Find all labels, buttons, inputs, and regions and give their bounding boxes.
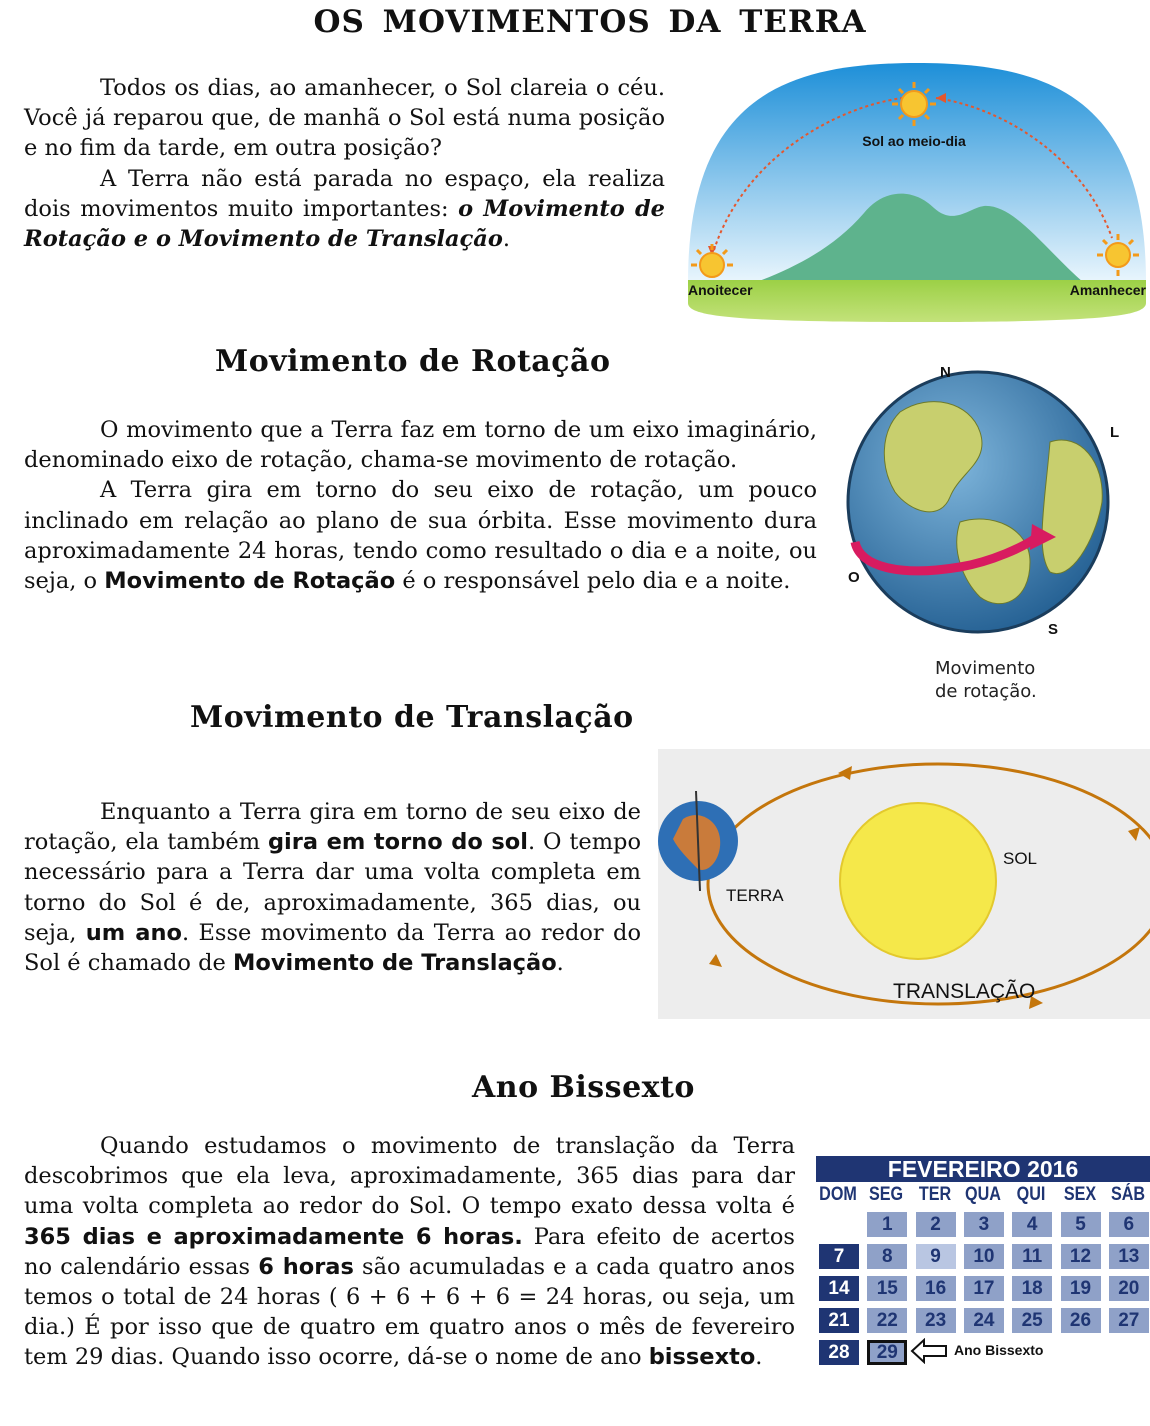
calendar-day: 1 — [867, 1212, 907, 1237]
calendar-day: 11 — [1012, 1244, 1052, 1269]
weekday-label: TER — [918, 1184, 951, 1205]
leap-text — [24, 1131, 795, 1373]
calendar-day: 8 — [867, 1244, 907, 1269]
dawn-label: Amanhecer — [1069, 282, 1146, 298]
sun — [840, 803, 996, 959]
calendar-day: 18 — [1012, 1276, 1052, 1301]
calendar-day: 13 — [1109, 1244, 1149, 1269]
weekday-label: DOM — [819, 1184, 857, 1205]
translation-paragraph: Enquanto a Terra gira em torno de seu eixo de rotação, ela também gira em torno do sol. O tempo necessário para a Terra dar uma volta completa em torno do Sol é de, aproximadamente, 365 dias, ou seja, um ano. Esse movimento da Terra ao redor do Sol é chamado de Movimento de Translação. — [24, 799, 641, 977]
calendar-day: 5 — [1061, 1212, 1101, 1237]
translation-text — [24, 797, 641, 978]
leap-heading: Ano Bissexto — [472, 1070, 695, 1105]
calendar-day: 10 — [964, 1244, 1004, 1269]
sun-path-figure — [684, 58, 1150, 324]
calendar-day: 21 — [819, 1308, 859, 1333]
calendar-day: 23 — [916, 1308, 956, 1333]
calendar-day: 29 — [867, 1340, 907, 1365]
intro-text — [24, 73, 665, 254]
calendar-day: 2 — [916, 1212, 956, 1237]
weekday-label: QUI — [1016, 1184, 1046, 1205]
calendar-day: 7 — [819, 1244, 859, 1269]
calendar-day: 6 — [1109, 1212, 1149, 1237]
south-label: S — [1048, 621, 1059, 638]
west-label: O — [848, 569, 860, 586]
weekday-label: QUA — [964, 1184, 1001, 1205]
leap-note: Ano Bissexto — [954, 1342, 1044, 1358]
calendar-day: 14 — [819, 1276, 859, 1301]
calendar-day: 9 — [916, 1244, 956, 1269]
calendar-day: 17 — [964, 1276, 1004, 1301]
earth-label: TERRA — [726, 886, 784, 905]
noon-label: Sol ao meio-dia — [862, 133, 966, 149]
weekday-label: SÁB — [1110, 1184, 1145, 1205]
calendar-day: 20 — [1109, 1276, 1149, 1301]
calendar-day: 12 — [1061, 1244, 1101, 1269]
rotation-text — [24, 415, 817, 596]
rotation-caption-2: de rotação. — [935, 681, 1037, 702]
rotation-heading: Movimento de Rotação — [215, 344, 611, 379]
calendar-day: 28 — [819, 1340, 859, 1365]
weekday-label: SEX — [1063, 1184, 1096, 1205]
calendar — [816, 1156, 1150, 1366]
calendar-day: 26 — [1061, 1308, 1101, 1333]
intro-paragraph-2: A Terra não está parada no espaço, ela realiza dois movimentos muito importantes: o Movimento de Rotação e o Movimento de Translação. — [24, 165, 665, 253]
intro-paragraph-1: Todos os dias, ao amanhecer, o Sol clareia o céu. Você já reparou que, de manhã o Sol está numa posição e no fim da tarde, em outra posição? — [24, 75, 665, 162]
translation-heading: Movimento de Translação — [190, 700, 634, 735]
page-title: OS MOVIMENTOS DA TERRA — [313, 4, 867, 40]
calendar-day: 25 — [1012, 1308, 1052, 1333]
calendar-day: 15 — [867, 1276, 907, 1301]
calendar-day: 16 — [916, 1276, 956, 1301]
east-label: L — [1110, 424, 1120, 441]
calendar-day: 22 — [867, 1308, 907, 1333]
calendar-day: 27 — [1109, 1308, 1149, 1333]
calendar-weekdays — [816, 1184, 1150, 1208]
rotation-caption-1: Movimento — [935, 658, 1036, 679]
rotation-paragraph-2: A Terra gira em torno do seu eixo de rotação, um pouco inclinado em relação ao plano de sua órbita. Esse movimento dura aproximadamente 24 horas, tendo como resultado o dia e a noite, ou seja, o Movimento de Rotação é o responsável pelo dia e a noite. — [24, 477, 817, 595]
calendar-day: 4 — [1012, 1212, 1052, 1237]
dusk-label: Anoitecer — [688, 282, 753, 298]
translation-label: TRANSLAÇÃO — [893, 980, 1036, 1003]
sun-label: SOL — [1003, 849, 1038, 868]
rotation-figure — [840, 352, 1140, 707]
weekday-label: SEG — [869, 1184, 904, 1205]
rotation-paragraph-1: O movimento que a Terra faz em torno de um eixo imaginário, denominado eixo de rotação, chama-se movimento de rotação. — [24, 417, 817, 474]
calendar-day: 24 — [964, 1308, 1004, 1333]
calendar-month: FEVEREIRO 2016 — [816, 1156, 1150, 1182]
calendar-day: 19 — [1061, 1276, 1101, 1301]
leap-paragraph: Quando estudamos o movimento de translação da Terra descobrimos que ela leva, aproximadamente, 365 dias para dar uma volta completa ao redor do Sol. O tempo exato dessa volta é 365 dias e aproximadamente 6 horas. Para efeito de acertos no calendário essas 6 horas são acumuladas e a cada quatro anos temos o total de 24 horas ( 6 + 6 + 6 + 6 = 24 horas, ou seja, um dia.) É por isso que de quatro em quatro anos o mês de fevereiro tem 29 dias. Quando isso ocorre, dá-se o nome de ano bissexto. — [24, 1133, 796, 1371]
translation-figure — [658, 749, 1150, 1019]
north-label: N — [940, 364, 951, 381]
arrow-left-icon — [910, 1338, 948, 1364]
calendar-day: 3 — [964, 1212, 1004, 1237]
